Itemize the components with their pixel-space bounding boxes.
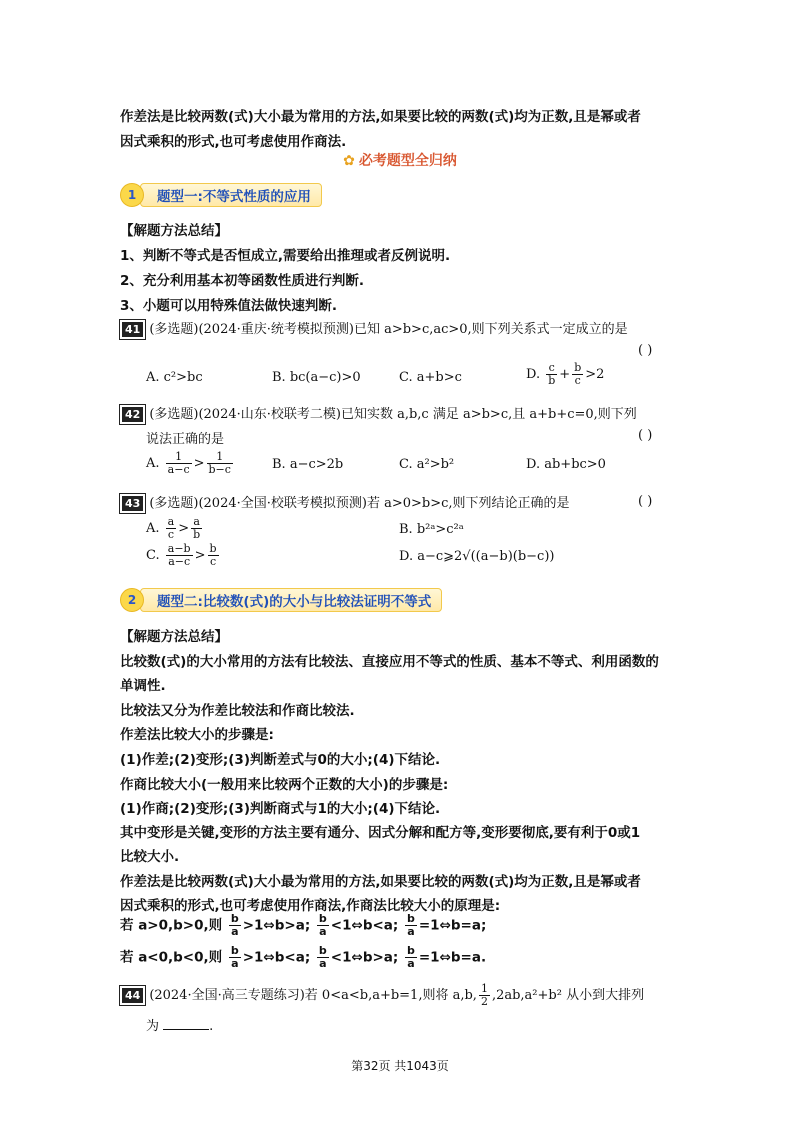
page-footer: 第32页 共1043页	[351, 1059, 449, 1073]
type1-number: 1	[120, 183, 144, 207]
q41-option-c: C. a+b>c	[399, 370, 462, 385]
q42-stem: 42 (多选题)(2024·山东·校联考二模)已知实数 a,b,c 满足 a>b>c,且 a+b+c=0,则下列	[120, 403, 637, 424]
type2-line-8: 其中变形是关键,变形的方法主要有通分、因式分解和配方等,变形要彻底,要有利于0或1	[120, 825, 641, 841]
q44-number: 44	[120, 986, 145, 1005]
q41-stem: 41 (多选题)(2024·重庆·统考模拟预测)已知 a>b>c,ac>0,则下列关系式一定成立的是	[120, 318, 628, 339]
type1-method-1: 1、判断不等式是否恒成立,需要给出推理或者反例说明.	[120, 248, 451, 264]
type2-line-11: 因式乘积的形式,也可考虑使用作商法,作商法比较大小的原理是:	[120, 898, 501, 914]
q42-answer-paren: ( )	[638, 428, 653, 443]
q43-option-d: D. a−c⩾2√((a−b)(b−c))	[399, 549, 555, 564]
q43-option-a: A. $\frac{a}{c}$ > $\frac{a}{b}$	[146, 515, 201, 541]
q42-option-c: C. a²>b²	[399, 457, 455, 472]
q43-answer-paren: ( )	[638, 494, 653, 509]
q43-option-c: C. $\frac{a-b}{a-c}$ > $\frac{b}{c}$	[146, 542, 217, 568]
intro-line-1: 作差法是比较两数(式)大小最为常用的方法,如果要比较的两数(式)均为正数,且是幂或者	[120, 109, 641, 125]
type1-title: 题型一:不等式性质的应用	[140, 183, 322, 207]
q42-number: 42	[120, 405, 145, 424]
q41-number: 41	[120, 320, 145, 339]
type2-line-5: (1)作差;(2)变形;(3)判断差式与0的大小;(4)下结论.	[120, 752, 441, 768]
type2-banner	[120, 587, 442, 613]
q42-stem-2: 说法正确的是	[146, 432, 225, 447]
type2-title: 题型二:比较数(式)的大小与比较法证明不等式	[140, 588, 442, 612]
section-heading: ✿ 必考题型全归纳	[343, 153, 457, 169]
q44-stem: 44 (2024·全国·高三专题练习)若 0<a<b,a+b=1,则将 a,b, $\frac{1}{2}$ ,2ab,a²+b² 从小到大排列	[120, 983, 644, 1008]
q43-stem: 43 (多选题)(2024·全国·校联考模拟预测)若 a>0>b>c,则下列结论正确的是	[120, 492, 570, 513]
q44-line-2: 为 .	[146, 1019, 214, 1034]
q42-option-d: D. ab+bc>0	[526, 457, 606, 472]
type2-line-10: 作差法是比较两数(式)大小最为常用的方法,如果要比较的两数(式)均为正数,且是幂或者	[120, 874, 641, 890]
type1-method-title: 【解题方法总结】	[120, 223, 228, 239]
q41-option-d: D. $\frac{c}{b}$ + $\frac{b}{c}$ >2	[526, 361, 605, 387]
type2-line-2: 单调性.	[120, 678, 166, 694]
type1-method-2: 2、充分利用基本初等函数性质进行判断.	[120, 273, 365, 289]
intro-line-2: 因式乘积的形式,也可考虑使用作商法.	[120, 134, 347, 150]
q41-answer-paren: ( )	[638, 343, 653, 358]
type1-method-3: 3、小题可以用特殊值法做快速判断.	[120, 298, 338, 314]
type2-line-1: 比较数(式)的大小常用的方法有比较法、直接应用不等式的性质、基本不等式、利用函数的	[120, 654, 659, 670]
type2-method-title: 【解题方法总结】	[120, 629, 228, 645]
type1-banner	[120, 182, 322, 208]
answer-blank[interactable]	[163, 1029, 209, 1030]
rule-negative: 若 a<0,b<0,则 $\frac{b}{a}$ >1⇔b<a; $\frac{b}{a}$ <1⇔b>a; $\frac{b}{a}$ =1⇔b=a.	[120, 944, 487, 970]
q43-option-b: B. b²ᵃ>c²ᵃ	[399, 522, 464, 537]
flower-icon: ✿	[343, 153, 355, 169]
type2-line-6: 作商比较大小(一般用来比较两个正数的大小)的步骤是:	[120, 777, 449, 793]
q42-option-b: B. a−c>2b	[272, 457, 344, 472]
type2-line-3: 比较法又分为作差比较法和作商比较法.	[120, 703, 355, 719]
type2-line-7: (1)作商;(2)变形;(3)判断商式与1的大小;(4)下结论.	[120, 801, 441, 817]
rule-positive: 若 a>0,b>0,则 $\frac{b}{a}$ >1⇔b>a; $\frac{b}{a}$ <1⇔b<a; $\frac{b}{a}$ =1⇔b=a;	[120, 912, 487, 938]
q42-option-a: A. $\frac{1}{a-c}$ > $\frac{1}{b-c}$	[146, 450, 231, 476]
q41-option-b: B. bc(a−c)>0	[272, 370, 361, 385]
q41-option-a: A. c²>bc	[146, 370, 203, 385]
type2-line-4: 作差法比较大小的步骤是:	[120, 727, 274, 743]
q43-number: 43	[120, 494, 145, 513]
type2-line-9: 比较大小.	[120, 849, 180, 865]
type2-number: 2	[120, 588, 144, 612]
